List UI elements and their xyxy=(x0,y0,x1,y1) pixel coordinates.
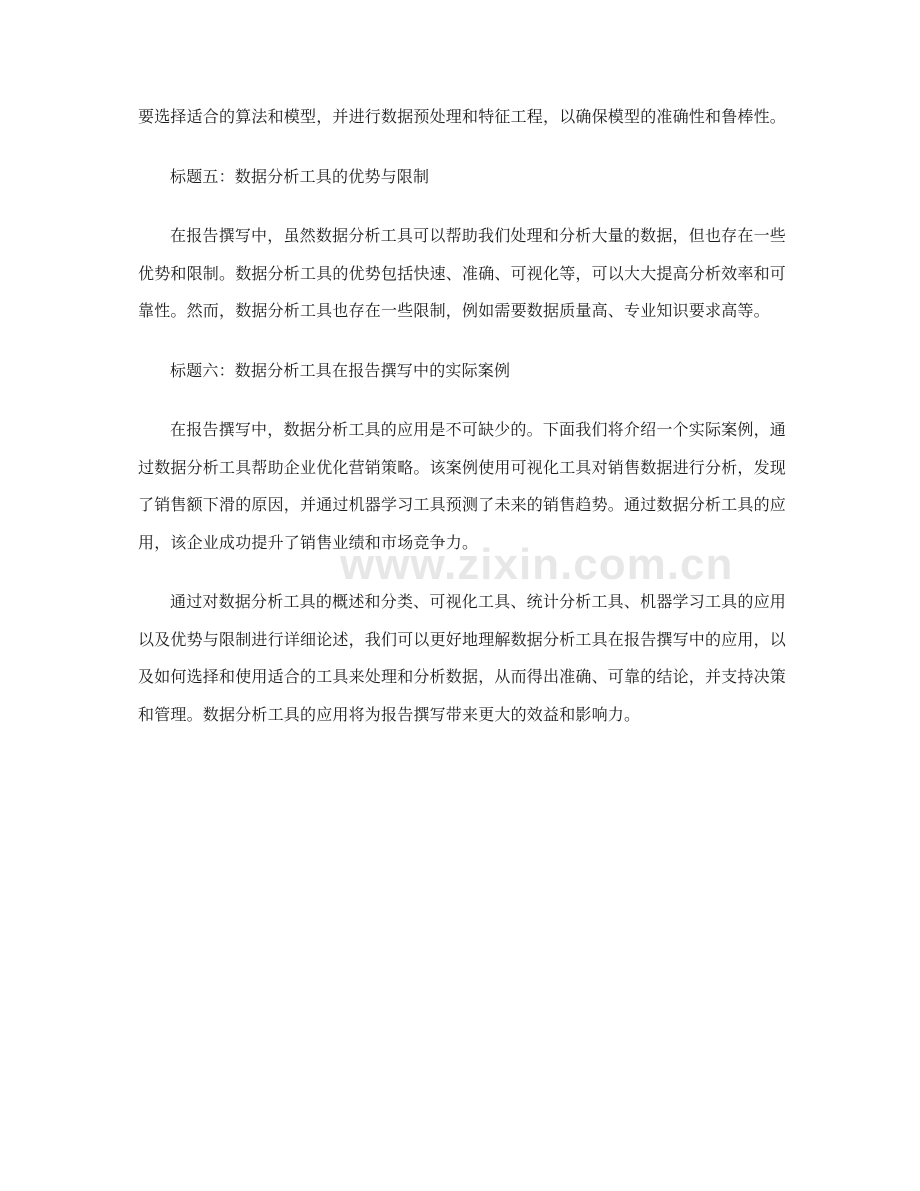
paragraph-conclusion: 通过对数据分析工具的概述和分类、可视化工具、统计分析工具、机器学习工具的应用以及优势与限制进行详细论述，我们可以更好地理解数据分析工具在报告撰写中的应用，以及如何选择和使用适合的工具来处理和分析数据，从而得出准确、可靠的结论，并支持决策和管理。数据分析工具的应用将为报告撰写带来更大的效益和影响力。 xyxy=(138,592,787,724)
paragraph-advantages-limits: 在报告撰写中，虽然数据分析工具可以帮助我们处理和分析大量的数据，但也存在一些优势和限制。数据分析工具的优势包括快速、准确、可视化等，可以大大提高分析效率和可靠性。然而，数据分析工具也存在一些限制，例如需要数据质量高、专业知识要求高等。 xyxy=(138,226,787,320)
section-heading-6: 标题六：数据分析工具在报告撰写中的实际案例 xyxy=(170,360,511,380)
paragraph-continuation: 要选择适合的算法和模型，并进行数据预处理和特征工程，以确保模型的准确性和鲁棒性。 xyxy=(138,107,787,126)
section-heading-5: 标题五：数据分析工具的优势与限制 xyxy=(170,166,430,186)
document-body xyxy=(138,98,786,755)
watermark-text: www.zixin.com.cn xyxy=(340,540,734,589)
paragraph-case-study: 在报告撰写中，数据分析工具的应用是不可缺少的。下面我们将介绍一个实际案例，通过数据分析工具帮助企业优化营销策略。该案例使用可视化工具对销售数据进行分析，发现了销售额下滑的原因，并通过机器学习工具预测了未来的销售趋势。通过数据分析工具的应用，该企业成功提升了销售业绩和市场竞争力。 xyxy=(138,420,787,552)
